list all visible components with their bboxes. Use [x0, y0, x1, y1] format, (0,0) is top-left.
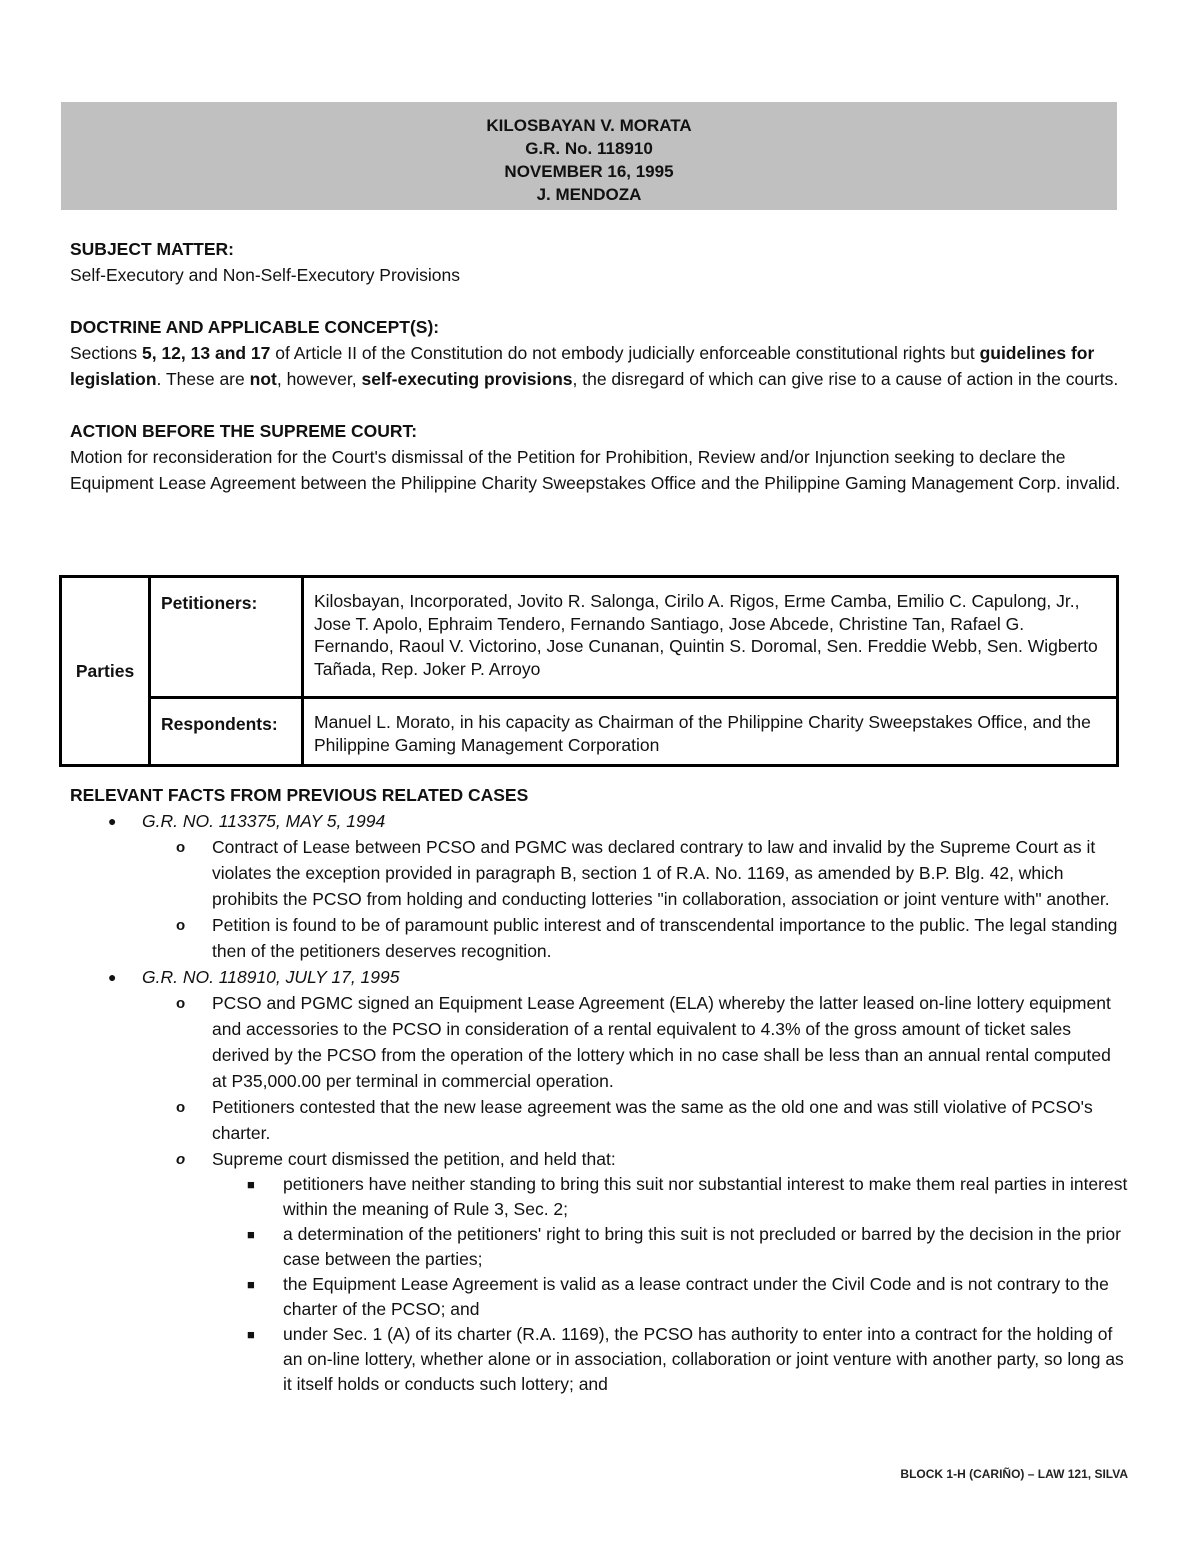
parties-label: Parties — [61, 577, 150, 766]
list-item: o PCSO and PGMC signed an Equipment Lease Agreement (ELA) whereby the latter leased on-line lottery equipment and accessories to the PCSO in consideration of a rental equivalent to 4.3% of the gross amount of ticket sales derived by the PCSO from the operation of the lottery which in no case shall be less than an annual rental computed at P35,000.00 per terminal in commercial operation. — [176, 993, 1111, 1091]
parties-table — [59, 575, 1119, 767]
page-footer: BLOCK 1-H (CARIÑO) – LAW 121, SILVA — [900, 1467, 1128, 1481]
circle-bullet-icon: o — [176, 839, 186, 856]
case-facts-list — [142, 834, 1130, 964]
subject-matter-text: Self-Executory and Non-Self-Executory Provisions — [70, 265, 461, 285]
case-title: KILOSBAYAN V. MORATA — [486, 116, 692, 135]
petitioners-row — [61, 577, 1118, 698]
case-header-box — [61, 102, 1117, 210]
square-bullet-icon: ■ — [247, 1277, 255, 1292]
gr-number: G.R. No. 118910 — [525, 139, 653, 158]
subject-matter-heading: SUBJECT MATTER: — [70, 239, 234, 259]
related-case — [70, 964, 1130, 1397]
list-item: ■ the Equipment Lease Agreement is valid as a lease contract under the Civil Code and is not contrary to the charter of the PCSO; and — [247, 1274, 1109, 1319]
decision-date: NOVEMBER 16, 1995 — [504, 162, 674, 181]
ponente: J. MENDOZA — [536, 185, 642, 204]
square-bullet-icon: ■ — [247, 1177, 255, 1192]
bullet-icon: ● — [108, 969, 117, 985]
square-bullet-icon: ■ — [247, 1227, 255, 1242]
respondents-list: Manuel L. Morato, in his capacity as Chairman of the Philippine Charity Sweepstakes Office, and the Philippine Gaming Management Corporation — [303, 698, 1118, 766]
list-item: ■ under Sec. 1 (A) of its charter (R.A. 1169), the PCSO has authority to enter into a contract for the holding of an on-line lottery, whether alone or in association, collaboration or joint venture with another party, so long as it itself holds or conducts such lottery; and — [247, 1324, 1124, 1394]
square-bullet-icon: ■ — [247, 1327, 255, 1342]
respondents-row — [61, 698, 1118, 766]
circle-bullet-icon: o — [176, 1099, 186, 1116]
related-case-title: G.R. NO. 113375, MAY 5, 1994 — [142, 811, 386, 831]
case-facts-list — [142, 990, 1130, 1397]
relevant-facts-section — [70, 782, 1130, 1397]
petitioners-list: Kilosbayan, Incorporated, Jovito R. Salonga, Cirilo A. Rigos, Erme Camba, Emilio C. Capulong, Jr., Jose T. Apolo, Ephraim Tendero, Fernando Santiago, Jose Abcede, Christine Tan, Rafael G. Fernando, Raoul V. Victorino, Jose Cunanan, Quintin S. Doromal, Sen. Freddie Webb, Sen. Wigberto Tañada, Rep. Joker P. Arroyo — [303, 577, 1118, 698]
petitioners-label: Petitioners: — [150, 577, 303, 698]
circle-bullet-icon: o — [176, 995, 186, 1012]
doctrine-heading: DOCTRINE AND APPLICABLE CONCEPT(S): — [70, 317, 440, 337]
doctrine-text: Sections 5, 12, 13 and 17 of Article II of the Constitution do not embody judicially enforceable constitutional rights but guidelines for legislation. These are not, however, self-executing provisions, the disregard of which can give rise to a cause of action in the courts. — [70, 343, 1119, 389]
related-case-title: G.R. NO. 118910, JULY 17, 1995 — [142, 967, 400, 987]
case-digest-body — [70, 236, 1130, 496]
list-item: o Supreme court dismissed the petition, and held that: ■ petitioners have neither standing to bring this suit nor substantial interest to make them real parties in interest within the meaning of Rule 3, Sec. 2; ■ a determination of the petitioners' right to bring this suit is not precluded or barred by the decision in the prior case between the parties; ■ the Equipment Lease Agreement is valid as a lease contract under the Civil Code and is not contrary to the charter of the PCSO; and ■ under Sec. 1 (A) of its charter (R.A. 1169), the PCSO has authority to enter into a contract for the holding of an on-line lottery, whether alone or in association, collaboration or joint venture with another party, so long as it itself holds or conducts such lottery; and — [70, 1146, 1130, 1397]
circle-bullet-icon: o — [176, 917, 186, 934]
action-text: Motion for reconsideration for the Court's dismissal of the Petition for Prohibition, Review and/or Injunction seeking to declare the Equipment Lease Agreement between the Philippine Charity Sweepstakes Office and the Philippine Gaming Management Corp. invalid. — [70, 447, 1121, 493]
list-item: ■ petitioners have neither standing to bring this suit nor substantial interest to make them real parties in interest within the meaning of Rule 3, Sec. 2; — [247, 1174, 1128, 1219]
related-cases-list — [70, 808, 1130, 1397]
list-item: o Contract of Lease between PCSO and PGMC was declared contrary to law and invalid by the Supreme Court as it violates the exception provided in paragraph B, section 1 of R.A. No. 1169, as amended by B.P. Blg. 42, which prohibits the PCSO from holding and conducting lotteries "in collaboration, association or joint venture with" another. — [176, 837, 1110, 909]
list-item: o Petitioners contested that the new lease agreement was the same as the old one and was still violative of PCSO's charter. — [176, 1097, 1093, 1143]
facts-heading: RELEVANT FACTS FROM PREVIOUS RELATED CASES — [70, 785, 529, 805]
list-item: o Petition is found to be of paramount public interest and of transcendental importance to the public. The legal standing then of the petitioners deserves recognition. — [176, 915, 1118, 961]
holdings-list — [212, 1172, 1130, 1397]
action-heading: ACTION BEFORE THE SUPREME COURT: — [70, 421, 418, 441]
list-item: ■ a determination of the petitioners' right to bring this suit is not precluded or barred by the decision in the prior case between the parties; — [247, 1224, 1121, 1269]
respondents-label: Respondents: — [150, 698, 303, 766]
circle-bullet-icon: o — [176, 1151, 186, 1168]
bullet-icon: ● — [108, 813, 117, 829]
related-case — [70, 808, 1130, 964]
